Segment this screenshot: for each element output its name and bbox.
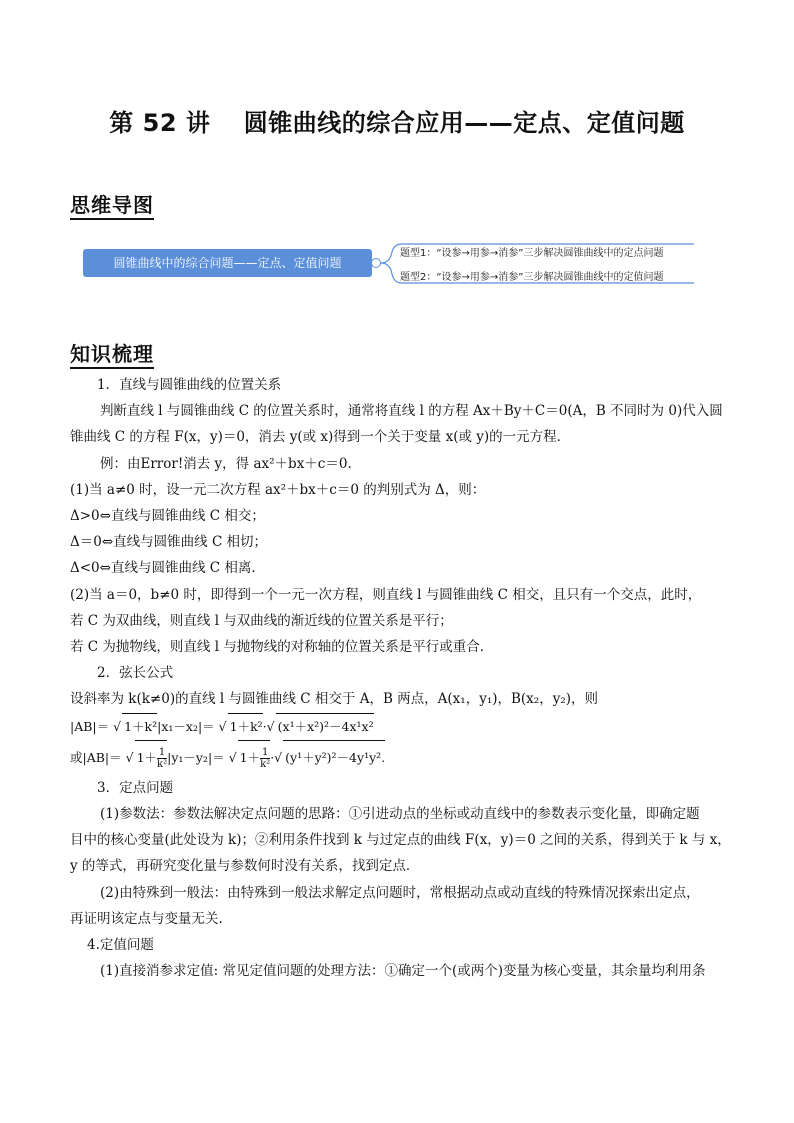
heading-1: 1．直线与圆锥曲线的位置关系: [97, 377, 282, 393]
heading-4: 4.定值问题: [87, 937, 154, 954]
section-heading-mindmap: 思维导图: [70, 189, 154, 218]
paragraph: (2)由特殊到一般法：由特殊到一般法求解定点问题时，常根据动点或动直线的特殊情况探索出定点，: [100, 884, 700, 901]
formula-chord-length-y: 或|AB|＝ √ 1＋ $\frac{1}{\text{k²}}$ |y₁－y₂|＝ √ 1＋ $\frac{1}{\text{k²}}$ ·√ (y¹＋y²)²－4y¹y².: [70, 740, 722, 775]
paragraph: 再证明该定点与变量无关.: [70, 910, 223, 927]
paragraph: 锥曲线 C 的方程 F(x，y)＝0，消去 y(或 x)得到一个关于变量 x(或 y)的一元方程．: [70, 429, 571, 446]
paragraph: (1)直接消参求定值: 常见定值问题的处理方法：①确定一个(或两个)变量为核心变量，其余量均利用条: [100, 963, 706, 980]
paragraph: 若 C 为双曲线，则直线 l 与双曲线的渐近线的位置关系是平行；: [70, 612, 453, 629]
paragraph: (1)当 a≠0 时，设一元二次方程 ax²＋bx＋c＝0 的判别式为 Δ，则：: [70, 481, 486, 498]
paragraph: Δ<0⇔直线与圆锥曲线 C 相离．: [70, 560, 265, 577]
heading-2: 2．弦长公式: [97, 665, 174, 682]
paragraph: (2)当 a＝0，b≠0 时，即得到一个一元一次方程，则直线 l 与圆锥曲线 C 相交，且只有一个交点，此时，: [70, 586, 702, 603]
paragraph: 设斜率为 k(k≠0)的直线 l 与圆锥曲线 C 相交于 A，B 两点，A(x₁，y₁)，B(x₂，y₂)，则: [70, 691, 599, 708]
knowledge-body: [70, 372, 731, 984]
paragraph: 目中的核心变量(此处设为 k)；②利用条件找到 k 与过定点的曲线 F(x，y)＝0 之间的关系，得到关于 k 与 x，: [70, 832, 731, 849]
paragraph: Δ＝0⇔直线与圆锥曲线 C 相切；: [70, 534, 268, 551]
paragraph: (1)参数法：参数法解决定点问题的思路：①引进动点的坐标或动直线中的参数表示变化量，即确定题: [100, 806, 700, 823]
paragraph: 例：由Error!消去 y，得 ax²＋bx＋c＝0.: [100, 455, 352, 472]
page-title: 第 52 讲 圆锥曲线的综合应用——定点、定值问题: [109, 109, 685, 137]
paragraph: y 的等式，再研究变化量与参数何时没有关系，找到定点．: [70, 858, 420, 875]
mindmap-branch-1: 题型1：“设参→用参→消参”三步解决圆锥曲线中的定点问题: [400, 248, 664, 259]
mindmap-branch-2: 题型2：“设参→用参→消参”三步解决圆锥曲线中的定值问题: [400, 272, 664, 283]
formula-chord-length-x: |AB|＝ √ 1＋k²|x₁－x₂|＝ √ 1＋k²·√ (x¹＋x²)²－4x¹x²: [70, 713, 722, 740]
mindmap-main-node: 圆锥曲线中的综合问题——定点、定值问题: [83, 249, 372, 277]
paragraph: 若 C 为抛物线，则直线 l 与抛物线的对称轴的位置关系是平行或重合．: [70, 639, 494, 656]
section-heading-knowledge: 知识梳理: [70, 338, 154, 367]
paragraph: 判断直线 l 与圆锥曲线 C 的位置关系时，通常将直线 l 的方程 Ax＋By＋C＝0(A，B 不同时为 0)代入圆: [100, 403, 723, 420]
heading-3: 3．定点问题: [97, 779, 174, 796]
paragraph: Δ>0⇔直线与圆锥曲线 C 相交；: [70, 508, 265, 525]
